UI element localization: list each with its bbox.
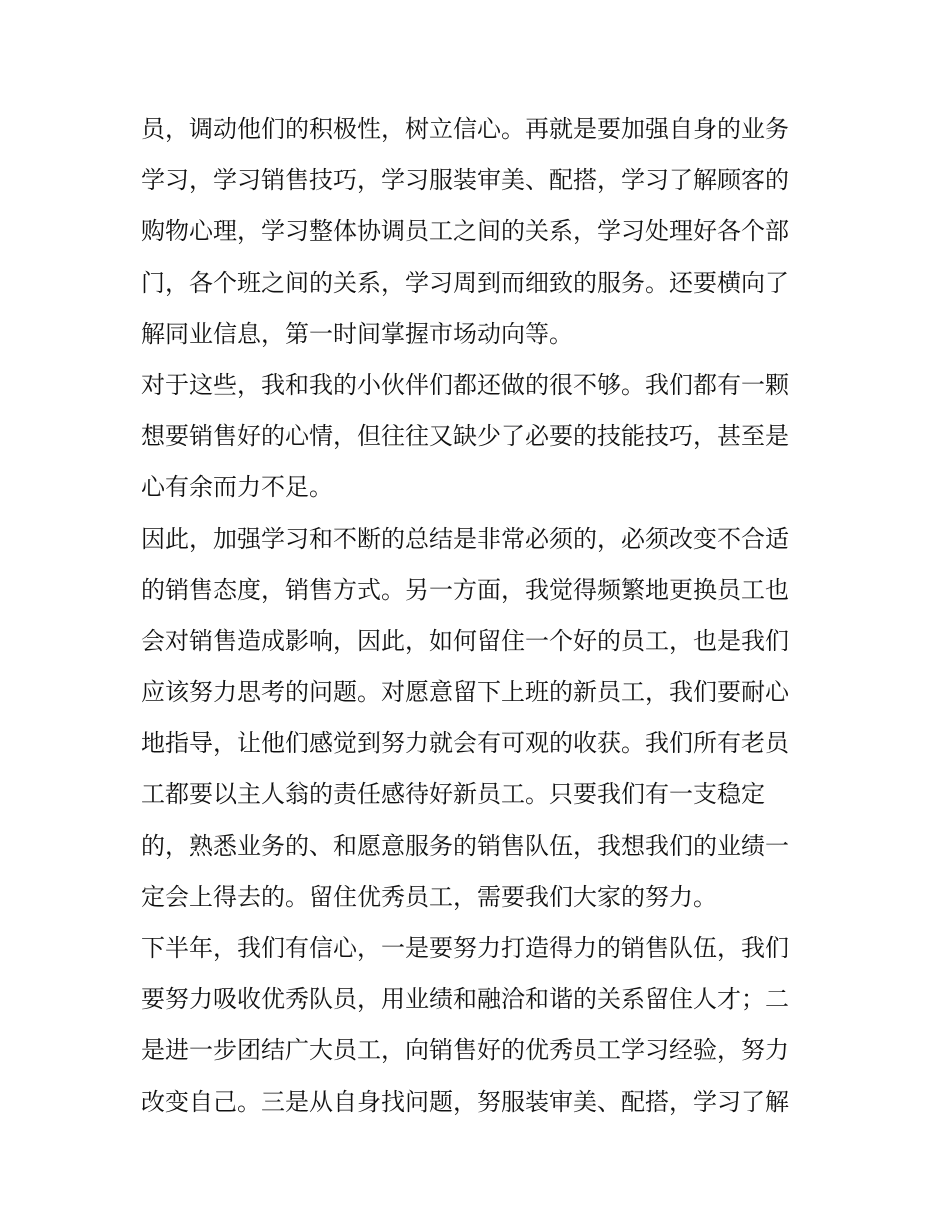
text-line: 改变自己。三是从自身找问题，努服装审美、配搭，学习了解 <box>141 1087 789 1116</box>
text-line: 购物心理，学习整体协调员工之间的关系，学习处理好各个部 <box>141 217 789 246</box>
text-line: 的，熟悉业务的、和愿意服务的销售队伍，我想我们的业绩一 <box>141 831 789 860</box>
text-line: 想要销售好的心情，但往往又缺少了必要的技能技巧，甚至是 <box>141 422 789 451</box>
text-line: 定会上得去的。留住优秀员工，需要我们大家的努力。 <box>141 882 717 911</box>
text-line: 工都要以主人翁的责任感待好新员工。只要我们有一支稳定 <box>141 780 765 809</box>
text-line: 因此，加强学习和不断的总结是非常必须的，必须改变不合适 <box>141 524 789 553</box>
text-line: 下半年，我们有信心，一是要努力打造得力的销售队伍，我们 <box>141 934 789 962</box>
body-text <box>141 104 816 1128</box>
text-line: 员，调动他们的积极性，树立信心。再就是要加强自身的业务 <box>141 115 789 143</box>
text-line: 是进一步团结广大员工，向销售好的优秀员工学习经验，努力 <box>141 1036 789 1065</box>
text-line: 要努力吸收优秀队员，用业绩和融洽和谐的关系留住人才；二 <box>141 985 789 1014</box>
text-line: 解同业信息，第一时间掌握市场动向等。 <box>141 319 573 348</box>
text-line: 学习，学习销售技巧，学习服装审美、配搭，学习了解顾客的 <box>141 166 789 195</box>
text-line: 对于这些，我和我的小伙伴们都还做的很不够。我们都有一颗 <box>141 370 789 399</box>
text-line: 门，各个班之间的关系，学习周到而细致的服务。还要横向了 <box>141 268 789 297</box>
text-line: 会对销售造成影响，因此，如何留住一个好的员工，也是我们 <box>141 626 789 655</box>
text-line: 心有余而力不足。 <box>141 473 333 502</box>
text-line: 应该努力思考的问题。对愿意留下上班的新员工，我们要耐心 <box>141 678 789 707</box>
text-line: 地指导，让他们感觉到努力就会有可观的收获。我们所有老员 <box>141 729 789 758</box>
text-line: 的销售态度，销售方式。另一方面，我觉得频繁地更换员工也 <box>141 575 789 604</box>
